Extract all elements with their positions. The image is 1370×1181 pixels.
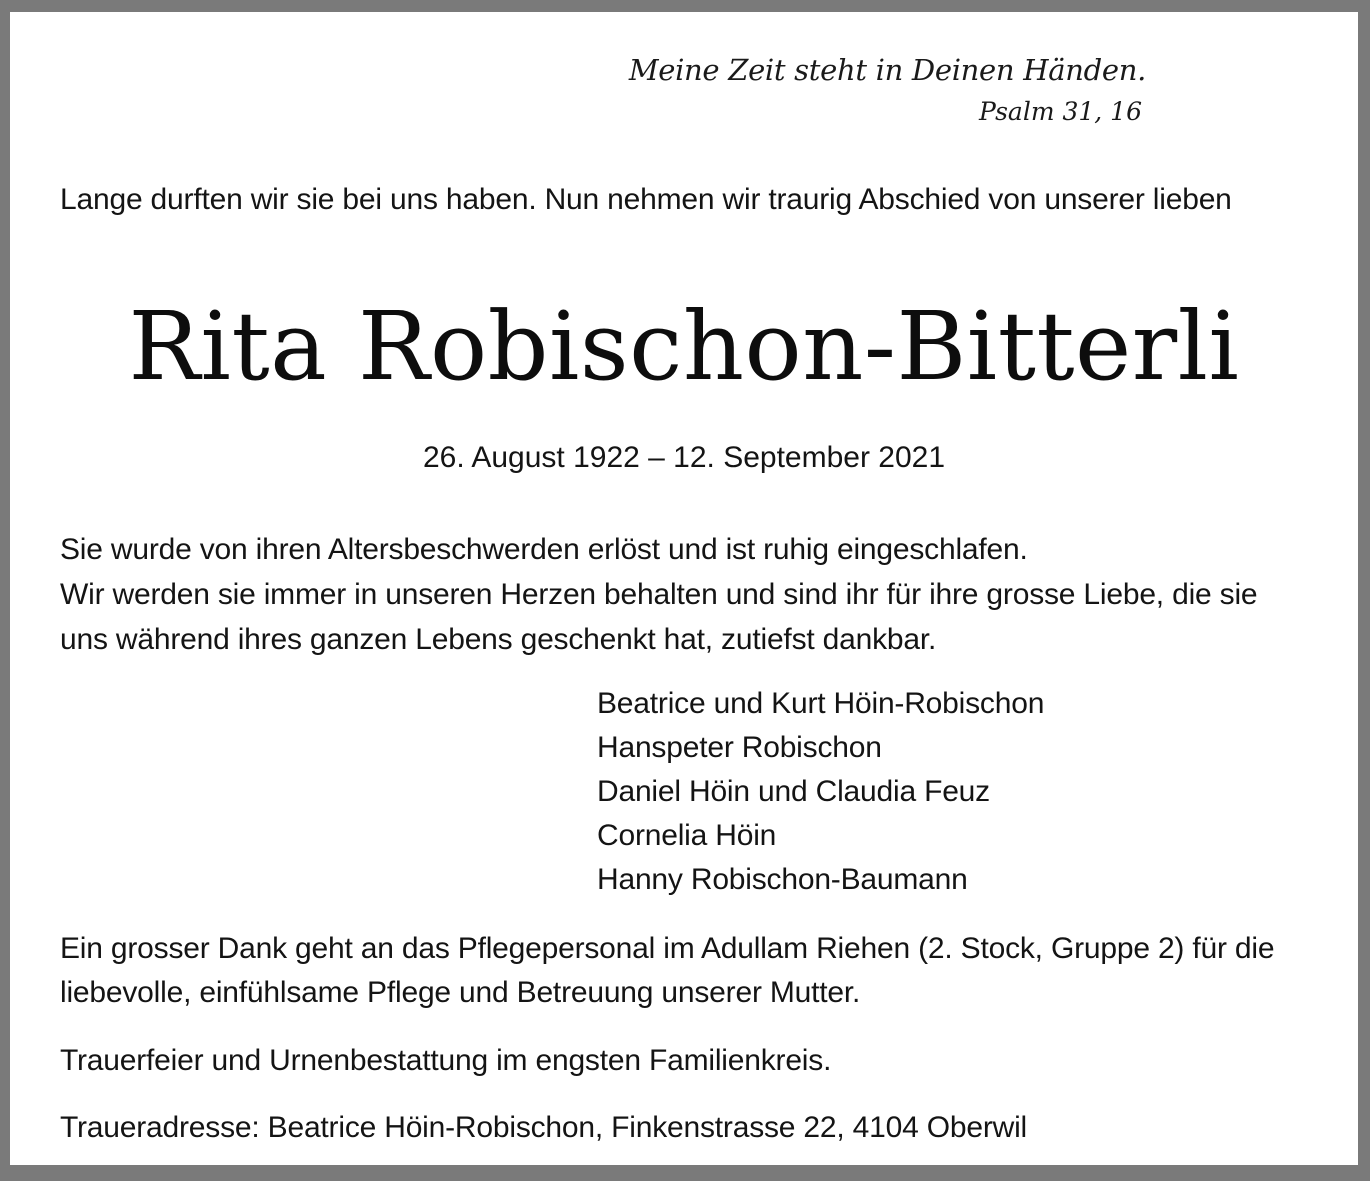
quote-text: Meine Zeit steht in Deinen Händen.	[628, 53, 1146, 87]
mourner-name: Cornelia Höin	[597, 819, 777, 852]
body-line: Sie wurde von ihren Altersbeschwerden erlöst und ist ruhig eingeschlafen.	[60, 533, 1028, 566]
deceased-name: Rita Robischon-Bitterli	[128, 292, 1240, 402]
mourner-name: Hanny Robischon-Baumann	[597, 863, 968, 896]
body-paragraph	[60, 527, 1310, 662]
mourner-name: Beatrice und Kurt Höin-Robischon	[597, 687, 1045, 720]
mourner-name: Daniel Höin und Claudia Feuz	[597, 775, 990, 808]
ceremony-text: Trauerfeier und Urnenbestattung im engsten Familienkreis.	[60, 1044, 832, 1077]
intro-text: Lange durften wir sie bei uns haben. Nun nehmen wir traurig Abschied von unserer lieben	[60, 183, 1232, 216]
mourners-list	[597, 682, 1044, 902]
quote-reference: Psalm 31, 16	[978, 97, 1142, 126]
life-dates: 26. August 1922 – 12. September 2021	[422, 441, 946, 474]
mourner-name: Hanspeter Robischon	[597, 731, 882, 764]
body-line: Wir werden sie immer in unseren Herzen behalten und sind ihr für ihre grosse Liebe, die sie uns während ihres ganzen Lebens geschenkt hat, zutiefst dankbar.	[60, 578, 1258, 656]
mourning-address: Traueradresse: Beatrice Höin-Robischon, Finkenstrasse 22, 4104 Oberwil	[60, 1111, 1028, 1144]
obituary-notice	[10, 12, 1358, 1165]
thanks-text: Ein grosser Dank geht an das Pflegepersonal im Adullam Riehen (2. Stock, Gruppe 2) für die liebevolle, einfühlsame Pflege und Betreuung unserer Mutter.	[60, 932, 1275, 1009]
bible-quote	[629, 50, 1146, 134]
